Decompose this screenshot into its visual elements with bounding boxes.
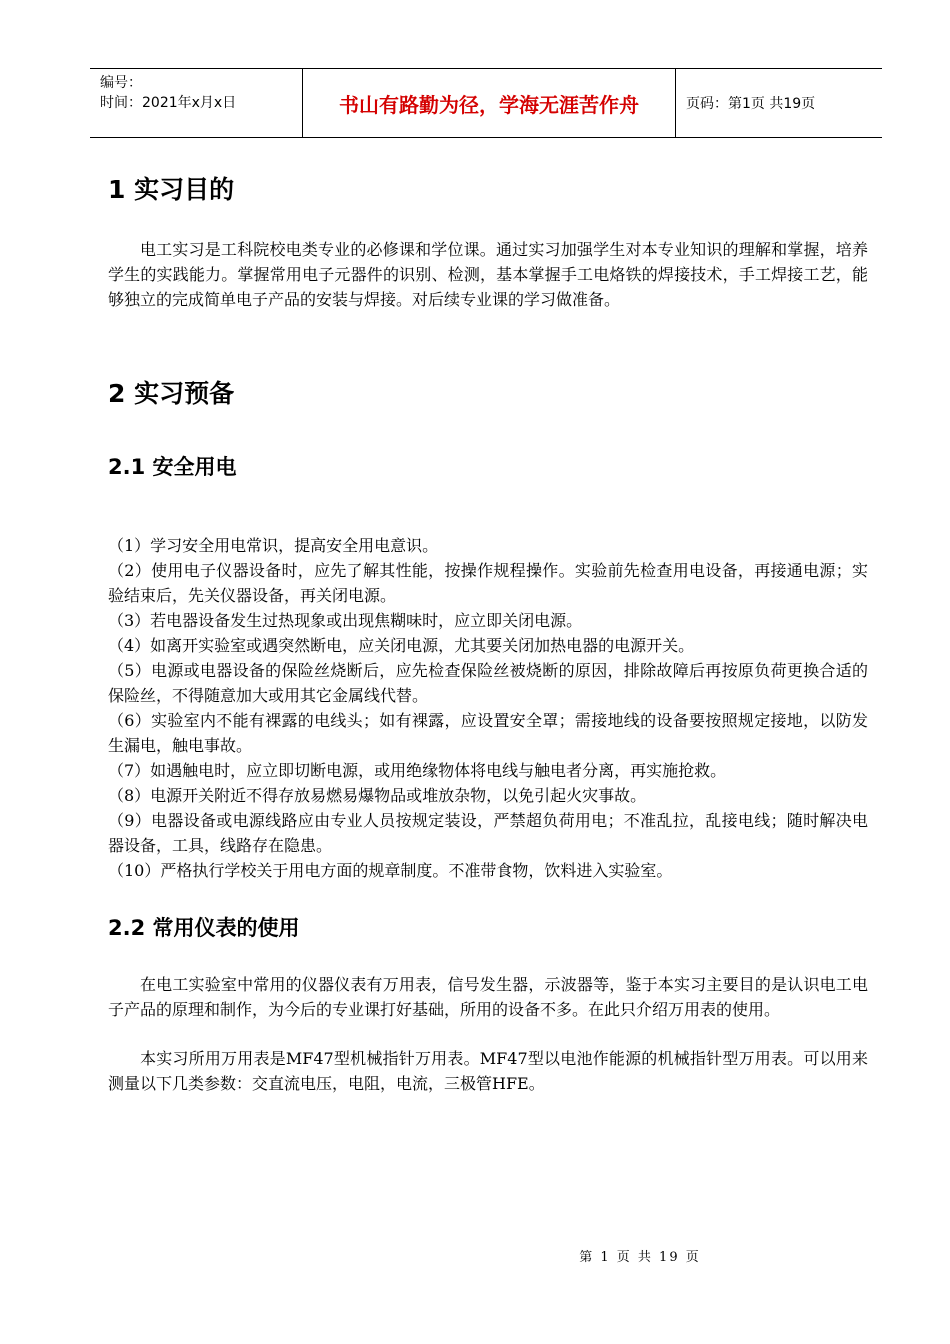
safety-rules-list	[108, 533, 868, 883]
header-time-label: 时间：2021年x月x日	[100, 95, 237, 111]
header-page-info: 页码：第1页 共19页	[686, 96, 816, 112]
list-item: （7）如遇触电时，应立即切断电源，或用绝缘物体将电线与触电者分离，再实施抢救。	[108, 761, 727, 780]
list-item: （2）使用电子仪器设备时，应先了解其性能，按操作规程操作。实验前先检查用电设备，再接通电源；实验结束后，先关仪器设备，再关闭电源。	[108, 561, 868, 605]
footer-page-number: 第 1 页 共 19 页	[579, 1250, 701, 1265]
list-item: （5）电源或电器设备的保险丝烧断后，应先检查保险丝被烧断的原因，排除故障后再按原负荷更换合适的保险丝，不得随意加大或用其它金属线代替。	[108, 661, 868, 705]
list-item: （6）实验室内不能有裸露的电线头；如有裸露，应设置安全罩；需接地线的设备要按照规定接地，以防发生漏电，触电事故。	[108, 711, 868, 755]
section2-1-title: 2.1 安全用电	[108, 455, 237, 479]
list-item: （9）电器设备或电源线路应由专业人员按规定装设，严禁超负荷用电；不准乱拉，乱接电线；随时解决电器设备，工具，线路存在隐患。	[108, 811, 868, 855]
list-item: （3）若电器设备发生过热现象或出现焦糊味时，应立即关闭电源。	[108, 611, 583, 630]
header-table	[90, 68, 882, 138]
list-item: （4）如离开实验室或遇突然断电，应关闭电源，尤其要关闭加热电器的电源开关。	[108, 636, 695, 655]
section2-2-paragraph-1: 在电工实验室中常用的仪器仪表有万用表，信号发生器，示波器等，鉴于本实习主要目的是认识电工电子产品的原理和制作，为今后的专业课打好基础，所用的设备不多。在此只介绍万用表的使用。	[108, 975, 868, 1019]
section1-title: 1 实习目的	[108, 175, 235, 204]
section1-paragraph: 电工实习是工科院校电类专业的必修课和学位课。通过实习加强学生对本专业知识的理解和掌握，培养学生的实践能力。掌握常用电子元器件的识别、检测，基本掌握手工电烙铁的焊接技术，手工焊接工艺，能够独立的完成简单电子产品的安装与焊接。对后续专业课的学习做准备。	[108, 240, 868, 309]
list-item: （10）严格执行学校关于用电方面的规章制度。不准带食物，饮料进入实验室。	[108, 861, 673, 880]
section2-title: 2 实习预备	[108, 379, 235, 408]
page-footer	[0, 1246, 950, 1265]
header-meta-cell	[90, 69, 302, 137]
section2-2-paragraph-2: 本实习所用万用表是MF47型机械指针万用表。MF47型以电池作能源的机械指针型万用表。可以用来测量以下几类参数：交直流电压，电阻，电流，三极管HFE。	[108, 1049, 868, 1093]
list-item: （8）电源开关附近不得存放易燃易爆物品或堆放杂物，以免引起火灾事故。	[108, 786, 647, 805]
section2-2-title: 2.2 常用仪表的使用	[108, 916, 300, 940]
list-item: （1）学习安全用电常识，提高安全用电意识。	[108, 536, 439, 555]
header-number-label: 编号：	[100, 75, 142, 91]
header-motto: 书山有路勤为径，学海无涯苦作舟	[302, 69, 676, 137]
